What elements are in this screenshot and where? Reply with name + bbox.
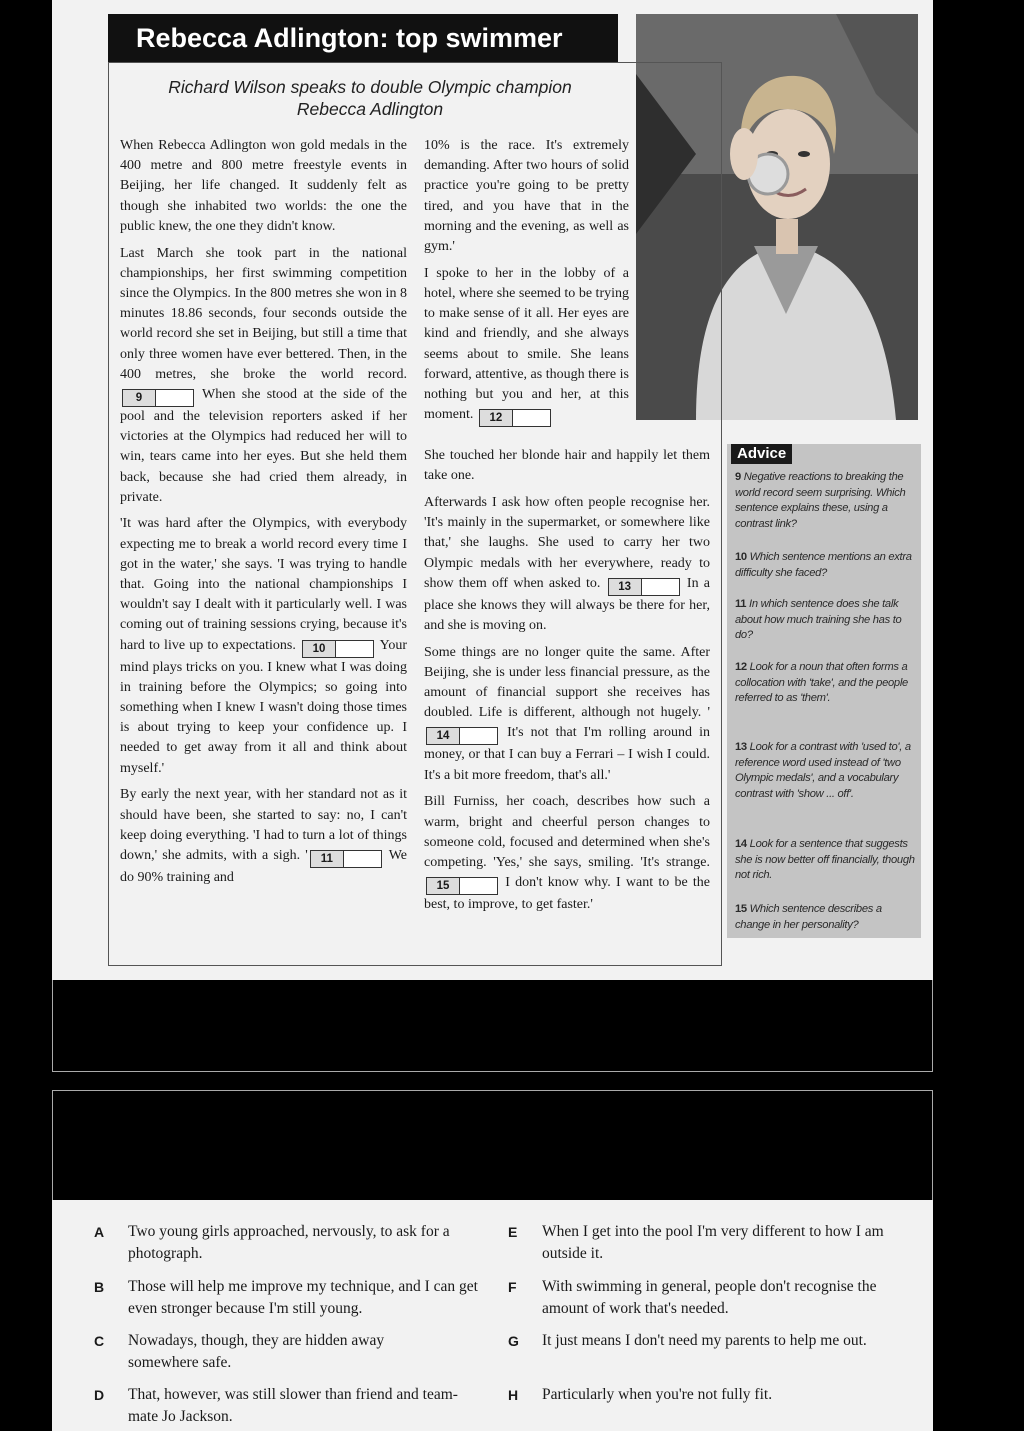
paragraph: Some things are no longer quite the same. After Beijing, she is under less financial pressure, as the amount of financial support she receives has doubled. Life is different, although not hugely. '14 It's not that I'm rolling around in money, or that I can buy a Ferrari – I wish I could. It's a bit more freedom, that's all.' bbox=[424, 644, 711, 783]
gap-box-11[interactable]: 11 bbox=[310, 850, 382, 868]
option-text: Those will help me improve my technique, and I can get even stronger because I'm still young. bbox=[128, 1278, 478, 1317]
advice-title: Advice bbox=[731, 444, 792, 464]
advice-item-11: 11 In which sentence does she talk about how much training she has to do? bbox=[735, 598, 902, 642]
option-text: Particularly when you're not fully fit. bbox=[542, 1386, 773, 1403]
paragraph: 'It was hard after the Olympics, with everybody expecting me to break a world record every time I got in the water,' she says. 'I was trying to handle that. Going into the national championships I wouldn't say I dealt with it particularly well. I was coming out of training sessions crying, because it's hard to live up to expectations. 10 Your mind plays tricks on you. I knew what I was doing in training before the Olympics; so going into something when I knew I wasn't doing those times is about trying to keep your confidence up. I needed to get away from it all and think about myself.' bbox=[120, 516, 408, 776]
option-text: When I get into the pool I'm very different to how I am outside it. bbox=[542, 1223, 884, 1262]
option-text: Nowadays, though, they are hidden away somewhere safe. bbox=[128, 1332, 385, 1371]
option-letter: G bbox=[508, 1333, 519, 1349]
option-text: It just means I don't need my parents to help me out. bbox=[542, 1332, 867, 1349]
option-letter: E bbox=[508, 1224, 518, 1240]
option-letter: C bbox=[94, 1333, 105, 1349]
gap-box-12[interactable]: 12 bbox=[479, 409, 551, 427]
option-letter: F bbox=[508, 1279, 517, 1295]
paragraph: I spoke to her in the lobby of a hotel, where she seemed to be trying to make sense of it all. Her eyes are kind and friendly, and she always seems about to smile. She leans forward, attentive, as though there is nothing but you and her, at this moment. 12 bbox=[424, 264, 629, 427]
option-letter: B bbox=[94, 1279, 105, 1295]
advice-item-9: 9 Negative reactions to breaking the world record seem surprising. Which sentence explains these, using a contrast link? bbox=[735, 471, 906, 530]
option-letter: D bbox=[94, 1387, 105, 1403]
article-column-2-top bbox=[424, 136, 629, 434]
paragraph: 10% is the race. It's extremely demanding. After two hours of solid practice you're going to be pretty tired, and you have that in the morning and the evening, as well as gym.' bbox=[424, 138, 629, 255]
article-subtitle: Richard Wilson speaks to double Olympic champion Rebecca Adlington bbox=[168, 77, 572, 119]
gap-box-15[interactable]: 15 bbox=[426, 877, 498, 895]
paragraph: By early the next year, with her standard not as it should have been, she started to say: no, I can't keep doing everything. 'I had to turn a lot of things down,' she admits, with a sigh. ' 11 We do 90% training and bbox=[120, 787, 408, 885]
advice-item-10: 10 Which sentence mentions an extra difficulty she faced? bbox=[735, 551, 912, 579]
gap-box-9[interactable]: 9 bbox=[122, 389, 194, 407]
option-text: That, however, was still slower than friend and team-mate Jo Jackson. bbox=[128, 1386, 458, 1425]
paragraph: Last March she took part in the national championships, her first swimming competition since the Olympics. In the 800 metres she won in 8 minutes 18.86 seconds, four seconds outside the world record she set in Beijing, but still a time that only three women have ever bettered. Then, in the 400 metres, she broke the world record. 9 When she stood at the side of the pool and the television reporters asked if her victories at the Olympics had reduced her will to win, tears came into her eyes. But she held them back, because she had cried them already, in private. bbox=[120, 245, 408, 505]
option-letter: A bbox=[94, 1224, 105, 1240]
divider-box bbox=[52, 1090, 933, 1200]
advice-item-12: 12 Look for a noun that often forms a collocation with 'take', and the people referred to as 'them'. bbox=[735, 661, 908, 705]
paragraph: Bill Furniss, her coach, describes how such a warm, bright and cheerful person changes to someone cold, focused and determined when she's competing. 'Yes,' she says, smiling. 'It's strange. 15 I don't know why. I want to be the best, to improve, to get faster.' bbox=[424, 794, 711, 913]
paragraph: When Rebecca Adlington won gold medals in the 400 metre and 800 metre freestyle events in Beijing, her life changed. It suddenly felt as though she inhabited two worlds: the one the public knew, the one they didn't know. bbox=[120, 138, 407, 234]
paragraph: She touched her blonde hair and happily let them take one. bbox=[424, 448, 710, 484]
option-letter: H bbox=[508, 1387, 519, 1403]
article-column-1 bbox=[120, 136, 407, 895]
option-text: With swimming in general, people don't recognise the amount of work that's needed. bbox=[542, 1278, 877, 1317]
option-text: Two young girls approached, nervously, to ask for a photograph. bbox=[128, 1223, 450, 1262]
gap-box-10[interactable]: 10 bbox=[302, 640, 374, 658]
article-title: Rebecca Adlington: top swimmer bbox=[108, 14, 618, 62]
advice-item-14: 14 Look for a sentence that suggests she is now better off financially, though not rich. bbox=[735, 838, 915, 882]
gap-box-14[interactable]: 14 bbox=[426, 727, 498, 745]
divider-box bbox=[52, 980, 933, 1072]
advice-item-15: 15 Which sentence describes a change in her personality? bbox=[735, 903, 882, 931]
advice-item-13: 13 Look for a contrast with 'used to', a reference word used instead of 'two Olympic medals', and a vocabulary contrast with 'show ... off'. bbox=[735, 741, 911, 800]
gap-box-13[interactable]: 13 bbox=[608, 578, 680, 596]
paragraph: Afterwards I ask how often people recognise her. 'It's mainly in the supermarket, or somewhere like that,' she laughs. She used to carry her two Olympic medals with her everywhere, ready to show them off when asked to. 13 In a place she knows they will always be there for her, and she is moving on. bbox=[424, 494, 711, 633]
article-column-2-bottom bbox=[424, 446, 710, 922]
